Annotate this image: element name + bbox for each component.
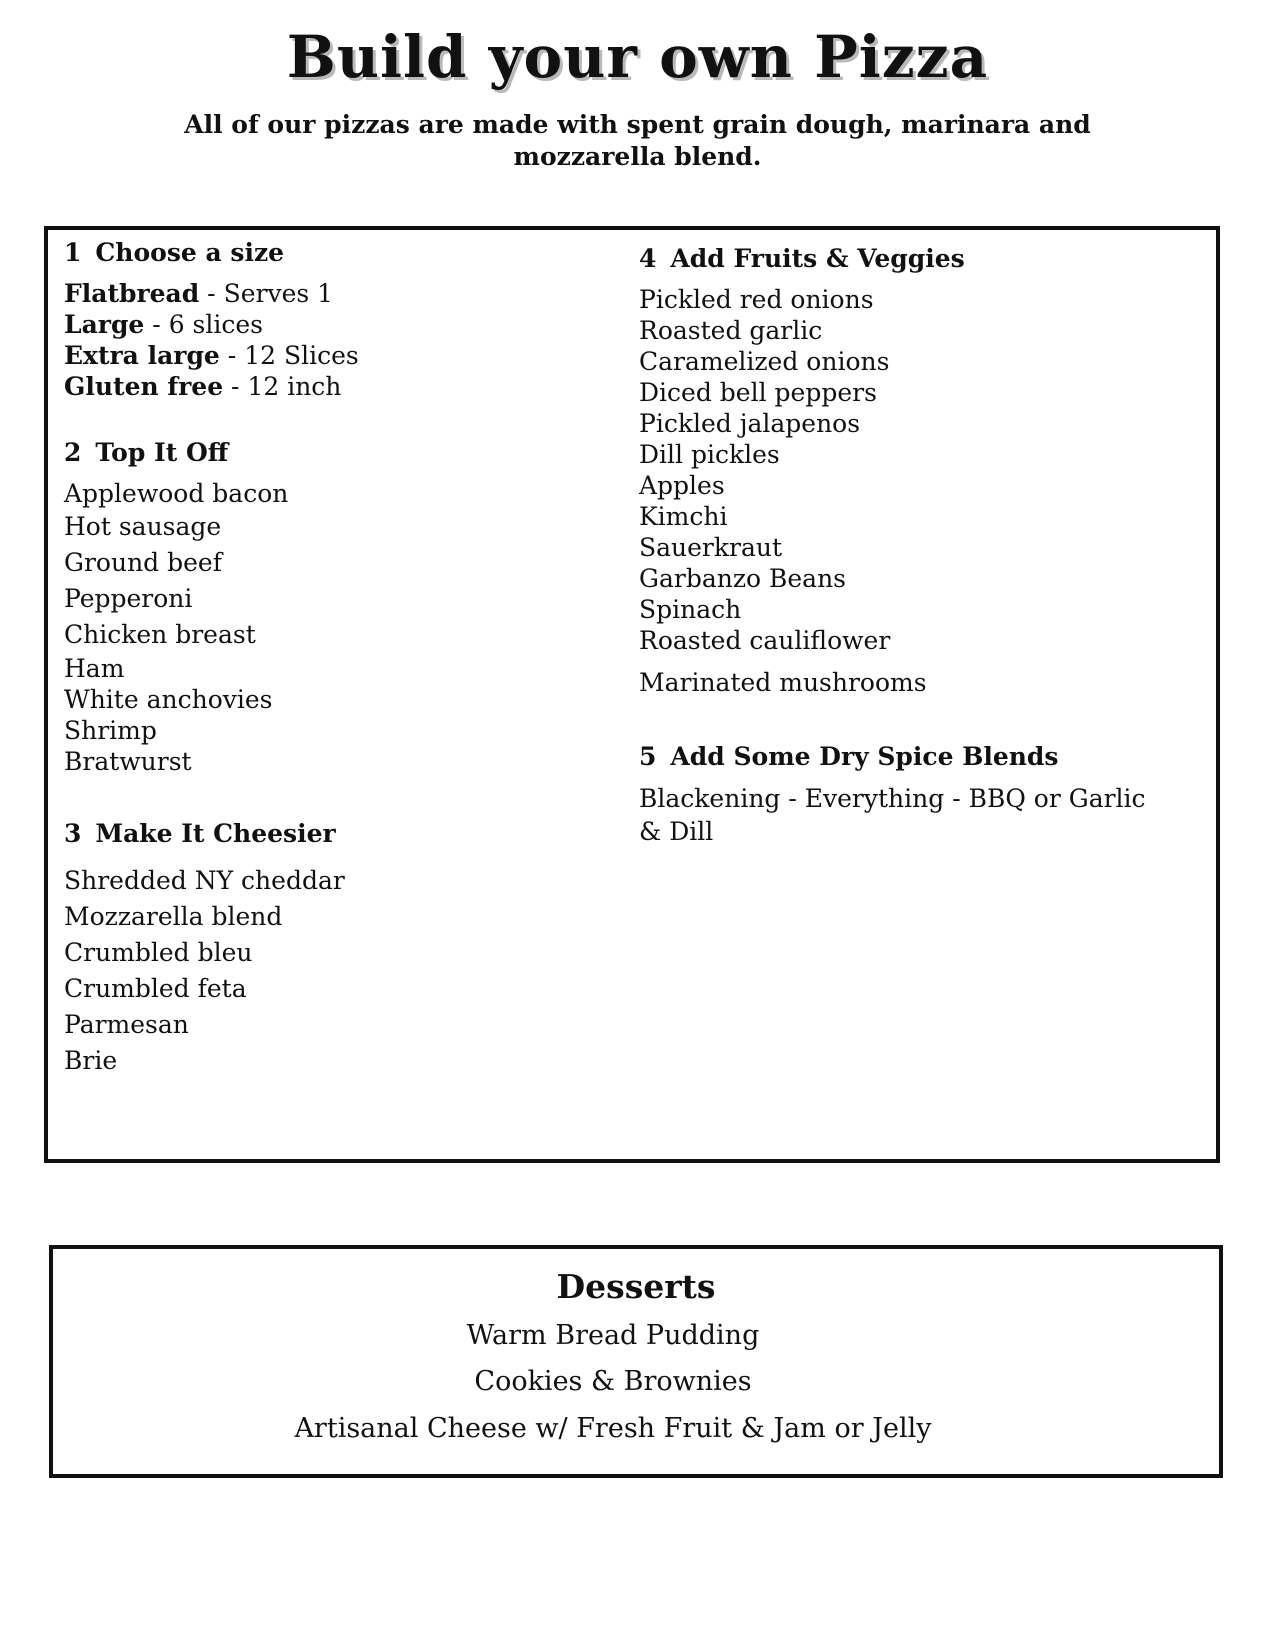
list-item: Pickled red onions bbox=[639, 285, 874, 314]
size-option: Flatbread - Serves 1 bbox=[64, 279, 334, 308]
size-name: Flatbread bbox=[64, 279, 200, 308]
list-item: Crumbled bleu bbox=[64, 938, 253, 967]
list-item: Roasted garlic bbox=[639, 316, 823, 345]
list-item: Garbanzo Beans bbox=[639, 564, 847, 593]
step-title: Make It Cheesier bbox=[95, 819, 336, 848]
list-item: Ham bbox=[64, 654, 125, 683]
list-item: Spinach bbox=[639, 595, 742, 624]
section-heading bbox=[64, 436, 624, 470]
size-option: Gluten free - 12 inch bbox=[64, 372, 342, 401]
list-item: Bratwurst bbox=[64, 747, 192, 776]
list-item: Applewood bacon bbox=[64, 479, 289, 508]
dessert-item: Warm Bread Pudding bbox=[466, 1320, 760, 1351]
step-number: 3 bbox=[64, 819, 82, 848]
list-item: Parmesan bbox=[64, 1010, 189, 1039]
list-item: Roasted cauliflower bbox=[639, 626, 891, 655]
list-item: Sauerkraut bbox=[639, 533, 783, 562]
list-item: Hot sausage bbox=[64, 512, 222, 541]
list-item: Shredded NY cheddar bbox=[64, 866, 345, 895]
section-heading bbox=[64, 817, 624, 851]
list-item: White anchovies bbox=[64, 685, 273, 714]
page-subtitle: All of our pizzas are made with spent grain dough, marinara and mozzarella blend. bbox=[184, 110, 1091, 171]
size-detail: 12 inch bbox=[247, 372, 342, 401]
list-item: Shrimp bbox=[64, 716, 157, 745]
step-title: Add Fruits & Veggies bbox=[670, 244, 965, 273]
list-item: Apples bbox=[639, 471, 725, 500]
size-name: Large bbox=[64, 310, 145, 339]
section-top-it-off bbox=[64, 436, 624, 777]
step-title: Top It Off bbox=[95, 438, 229, 467]
step-number: 2 bbox=[64, 438, 82, 467]
list-item: Mozzarella blend bbox=[64, 902, 283, 931]
section-heading bbox=[64, 236, 624, 270]
size-detail: Serves 1 bbox=[223, 279, 334, 308]
spice-blends-text: Blackening - Everything - BBQ or Garlic & Dill bbox=[639, 784, 1146, 846]
step-title: Add Some Dry Spice Blends bbox=[670, 742, 1059, 771]
section-spice-blends bbox=[639, 740, 1209, 848]
dessert-item: Cookies & Brownies bbox=[474, 1366, 752, 1397]
list-item: Dill pickles bbox=[639, 440, 780, 469]
build-pizza-box bbox=[44, 226, 1220, 1163]
size-detail: 6 slices bbox=[168, 310, 263, 339]
list-item: Crumbled feta bbox=[64, 974, 247, 1003]
dessert-item: Artisanal Cheese w/ Fresh Fruit & Jam or Jelly bbox=[294, 1413, 932, 1444]
list-item: Ground beef bbox=[64, 548, 222, 577]
list-item: Marinated mushrooms bbox=[639, 668, 927, 697]
list-item: Caramelized onions bbox=[639, 347, 890, 376]
step-number: 4 bbox=[639, 244, 657, 273]
size-detail: 12 Slices bbox=[244, 341, 359, 370]
list-item: Kimchi bbox=[639, 502, 728, 531]
section-choose-size bbox=[64, 236, 624, 402]
desserts-title: Desserts bbox=[556, 1267, 716, 1306]
step-number: 5 bbox=[639, 742, 657, 771]
list-item: Chicken breast bbox=[64, 620, 256, 649]
page-title: Build your own Pizza bbox=[286, 23, 989, 91]
size-option: Extra large - 12 Slices bbox=[64, 341, 359, 370]
size-option: Large - 6 slices bbox=[64, 310, 263, 339]
step-title: Choose a size bbox=[95, 238, 285, 267]
list-item: Pepperoni bbox=[64, 584, 193, 613]
step-number: 1 bbox=[64, 238, 82, 267]
list-item: Pickled jalapenos bbox=[639, 409, 861, 438]
section-fruits-veggies bbox=[639, 242, 1209, 698]
section-heading bbox=[639, 242, 1209, 276]
desserts-box bbox=[49, 1245, 1223, 1478]
list-item: Brie bbox=[64, 1046, 118, 1075]
section-heading bbox=[639, 740, 1209, 774]
size-name: Extra large bbox=[64, 341, 220, 370]
section-make-it-cheesier bbox=[64, 817, 624, 1079]
list-item: Diced bell peppers bbox=[639, 378, 877, 407]
size-name: Gluten free bbox=[64, 372, 224, 401]
